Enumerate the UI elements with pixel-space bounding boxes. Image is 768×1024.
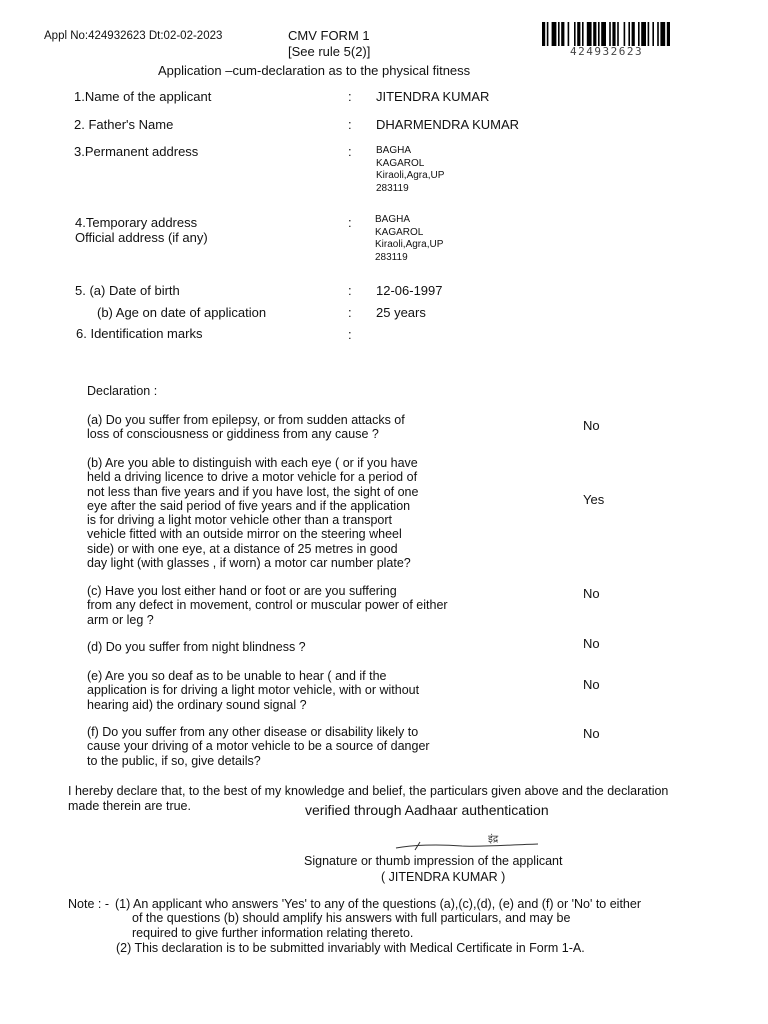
- barcode-bar: [598, 22, 600, 46]
- signature-name: ( JITENDRA KUMAR ): [381, 870, 506, 884]
- barcode: [542, 22, 710, 46]
- barcode-bar: [601, 22, 606, 46]
- colon: :: [348, 327, 352, 342]
- barcode-bar: [552, 22, 557, 46]
- name-label: 1.Name of the applicant: [74, 89, 212, 104]
- colon: :: [348, 283, 352, 298]
- form-subtitle: Application –cum-declaration as to the physical fitness: [158, 63, 471, 78]
- father-name: DHARMENDRA KUMAR: [376, 117, 520, 132]
- barcode-bar: [542, 22, 545, 46]
- colon: :: [348, 117, 352, 132]
- application-number: Appl No:424932623 Dt:02-02-2023: [44, 30, 223, 42]
- identification-marks-label: 6. Identification marks: [76, 326, 203, 341]
- form-rule: [See rule 5(2)]: [288, 44, 371, 59]
- barcode-bar: [609, 22, 611, 46]
- barcode-bar: [641, 22, 646, 46]
- answer-e: No: [583, 677, 600, 692]
- barcode-bar: [648, 22, 650, 46]
- signature-mark: [392, 830, 542, 856]
- barcode-bar: [667, 22, 670, 46]
- barcode-bar: [652, 22, 654, 46]
- barcode-bar: [568, 22, 570, 46]
- colon: :: [348, 215, 352, 230]
- barcode-bar: [582, 22, 584, 46]
- colon: :: [348, 305, 352, 320]
- barcode-bar: [632, 22, 635, 46]
- father-name-label: 2. Father's Name: [74, 117, 174, 132]
- note-line-3: required to give further information relating thereto.: [132, 926, 414, 940]
- barcode-number: 424932623: [570, 45, 644, 58]
- barcode-bar: [577, 22, 580, 46]
- age-label: (b) Age on date of application: [97, 305, 267, 320]
- signature-text: इंद्र: [488, 834, 499, 845]
- barcode-bar: [660, 22, 665, 46]
- barcode-bar: [587, 22, 592, 46]
- temporary-address-label: 4.Temporary address: [75, 215, 198, 230]
- barcode-bar: [617, 22, 619, 46]
- barcode-bar: [547, 22, 549, 46]
- signature-caption: Signature or thumb impression of the applicant: [304, 854, 563, 868]
- barcode-bar: [558, 22, 560, 46]
- question-c: (c) Have you lost either hand or foot or are you suffering from any defect in movement, control or muscular power of either arm or leg ?: [87, 584, 448, 627]
- note-label: Note : -: [68, 897, 109, 911]
- permanent-address-label: 3.Permanent address: [74, 144, 199, 159]
- note-line-4: (2) This declaration is to be submitted invariably with Medical Certificate in Form 1-A.: [116, 941, 585, 955]
- barcode-bar: [561, 22, 564, 46]
- question-f: (f) Do you suffer from any other disease or disability likely to cause your driving of a motor vehicle to be a source of danger to the public, if so, give details?: [87, 725, 430, 768]
- barcode-bar: [628, 22, 630, 46]
- barcode-bar: [657, 22, 659, 46]
- barcode-bar: [624, 22, 626, 46]
- declaration-heading: Declaration :: [87, 384, 158, 398]
- question-b: (b) Are you able to distinguish with each eye ( or if you have held a driving licence to drive a motor vehicle for a period of not less than five years and if you have lost, the sight of one eye after the said period of five years and if the application is for driving a light motor vehicle other than a transport vehicle fitted with an outside mirror on the steering wheel side) or with one eye, at a distance of 25 metres in good day light (with glasses , if worn) a motor car number plate?: [87, 456, 419, 571]
- declaration-statement: I hereby declare that, to the best of my knowledge and belief, the particulars given above and the declaration made therein are true.: [68, 784, 669, 813]
- form-title: CMV FORM 1: [288, 28, 370, 43]
- answer-c: No: [583, 586, 600, 601]
- colon: :: [348, 144, 352, 159]
- applicant-name: JITENDRA KUMAR: [376, 89, 490, 104]
- answer-d: No: [583, 636, 600, 651]
- date-of-birth: 12-06-1997: [376, 283, 443, 298]
- question-a: (a) Do you suffer from epilepsy, or from sudden attacks of loss of consciousness or giddiness from any cause ?: [87, 413, 405, 442]
- barcode-bar: [638, 22, 640, 46]
- note-line-2: of the questions (b) should amplify his answers with full particulars, and may be: [132, 911, 571, 925]
- dob-label: 5. (a) Date of birth: [75, 283, 180, 298]
- colon: :: [348, 89, 352, 104]
- note-line-1: (1) An applicant who answers 'Yes' to any of the questions (a),(c),(d), (e) and (f) or 'No' to either: [115, 897, 641, 911]
- answer-f: No: [583, 726, 600, 741]
- question-d: (d) Do you suffer from night blindness ?: [87, 640, 306, 654]
- official-address-label: Official address (if any): [75, 230, 208, 245]
- question-e: (e) Are you so deaf as to be unable to hear ( and if the application is for driving a light motor vehicle, with or without hearing aid) the ordinary sound signal ?: [87, 669, 420, 712]
- barcode-bar: [593, 22, 596, 46]
- age-value: 25 years: [376, 305, 426, 320]
- answer-b: Yes: [583, 492, 605, 507]
- permanent-address: BAGHA KAGAROL Kiraoli,Agra,UP 283119: [376, 145, 445, 194]
- barcode-bar: [574, 22, 576, 46]
- aadhaar-verification: verified through Aadhaar authentication: [305, 802, 549, 818]
- answer-a: No: [583, 418, 600, 433]
- barcode-bar: [612, 22, 615, 46]
- temporary-address: BAGHA KAGAROL Kiraoli,Agra,UP 283119: [375, 214, 444, 263]
